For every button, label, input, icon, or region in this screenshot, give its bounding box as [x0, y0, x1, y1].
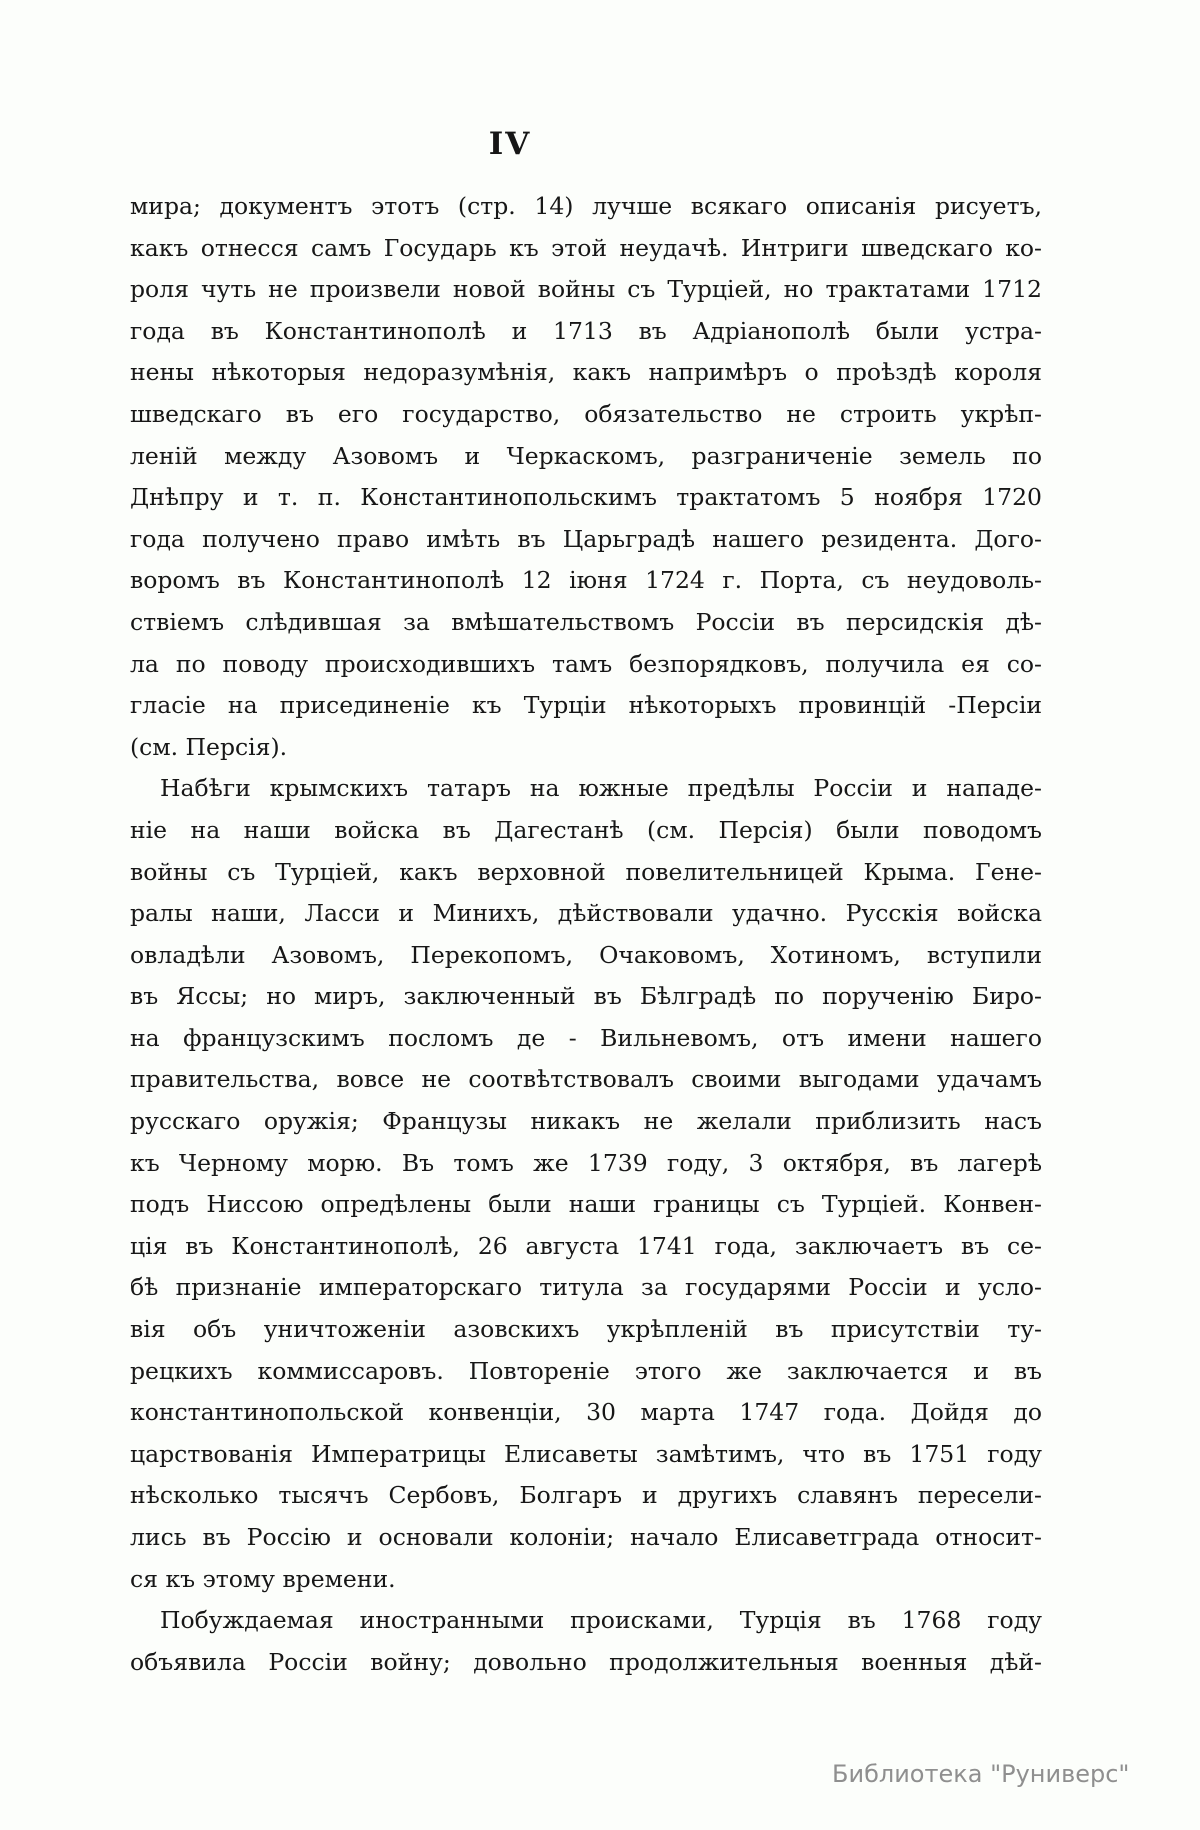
text-line: какъ отнесся самъ Государь къ этой неудачѣ. Интриги шведскаго ко-	[130, 233, 1042, 262]
text-line: ла по поводу происходившихъ тамъ безпорядковъ, получила ея со-	[130, 649, 1042, 678]
text-line: въ Яссы; но миръ, заключенный въ Бѣлградѣ по порученію Биро-	[130, 982, 1042, 1011]
text-line: вія объ уничтоженіи азовскихъ укрѣпленій въ присутствіи ту-	[130, 1315, 1042, 1344]
text-line: правительства, вовсе не соотвѣтствовалъ своими выгодами удачамъ	[130, 1065, 1042, 1094]
text-line: шведскаго въ его государство, обязательство не строить укрѣп-	[130, 399, 1042, 428]
text-line: бѣ признаніе императорскаго титула за государями Россіи и усло-	[130, 1273, 1042, 1302]
text-line: константинопольской конвенціи, 30 марта 1747 года. Дойдя до	[130, 1398, 1042, 1427]
text-line: ся къ этому времени.	[130, 1564, 396, 1593]
text-line: ція въ Константинополѣ, 26 августа 1741 года, заключаетъ въ се-	[130, 1231, 1042, 1260]
text-line: объявила Россіи войну; довольно продолжительныя военныя дѣй-	[130, 1647, 1042, 1676]
text-line: нѣсколько тысячъ Сербовъ, Болгаръ и другихъ славянъ пересели-	[130, 1481, 1042, 1510]
page-number: IV	[488, 126, 532, 162]
text-line: русскаго оружія; Французы никакъ не желали приблизить насъ	[130, 1107, 1042, 1136]
text-line: роля чуть не произвели новой войны съ Турціей, но трактатами 1712	[130, 275, 1042, 304]
text-line: Набѣги крымскихъ татаръ на южные предѣлы Россіи и нападе-	[160, 774, 1042, 803]
text-line: рецкихъ коммиссаровъ. Повтореніе этого же заключается и въ	[130, 1356, 1042, 1385]
text-line: Днѣпру и т. п. Константинопольскимъ трактатомъ 5 ноября 1720	[130, 483, 1042, 512]
text-line: къ Черному морю. Въ томъ же 1739 году, 3 октября, въ лагерѣ	[130, 1148, 1042, 1177]
text-line: ралы наши, Ласси и Минихъ, дѣйствовали удачно. Русскія войска	[130, 899, 1042, 928]
text-line: ніе на наши войска въ Дагестанѣ (см. Персія) были поводомъ	[130, 815, 1042, 844]
text-line: на французскимъ посломъ де - Вильневомъ, отъ имени нашего	[130, 1023, 1042, 1052]
text-line: леній между Азовомъ и Черкаскомъ, разграниченіе земель по	[130, 441, 1042, 470]
text-line: овладѣли Азовомъ, Перекопомъ, Очаковомъ, Хотиномъ, вступили	[130, 940, 1042, 969]
text-line: года въ Константинополѣ и 1713 въ Адріанополѣ были устра-	[130, 316, 1042, 345]
library-watermark: Библиотека "Руниверс"	[832, 1760, 1130, 1788]
text-line: подъ Ниссою опредѣлены были наши границы съ Турціей. Конвен-	[130, 1190, 1042, 1219]
text-line: царствованія Императрицы Елисаветы замѣтимъ, что въ 1751 году	[130, 1439, 1042, 1468]
body-text	[130, 186, 1042, 1683]
text-line: воромъ въ Константинополѣ 12 іюня 1724 г. Порта, съ неудоволь-	[130, 566, 1042, 595]
text-line: года получено право имѣть въ Царьградѣ нашего резидента. Дого-	[130, 524, 1042, 553]
text-line: войны съ Турціей, какъ верховной повелительницей Крыма. Гене-	[130, 857, 1042, 886]
text-line: ствіемъ слѣдившая за вмѣшательствомъ Россіи въ персидскія дѣ-	[130, 607, 1042, 636]
text-line: мира; документъ этотъ (стр. 14) лучше всякаго описанія рисуетъ,	[130, 192, 1042, 220]
text-line: Побуждаемая иностранными происками, Турція въ 1768 году	[160, 1606, 1042, 1635]
text-line: нены нѣкоторыя недоразумѣнія, какъ напримѣръ о проѣздѣ короля	[130, 358, 1042, 387]
text-line: гласіе на присединеніе къ Турціи нѣкоторыхъ провинцій -Персіи	[130, 691, 1042, 720]
text-line: (см. Персія).	[130, 732, 288, 761]
text-line: лись въ Россію и основали колоніи; начало Елисаветграда относит-	[130, 1523, 1042, 1551]
